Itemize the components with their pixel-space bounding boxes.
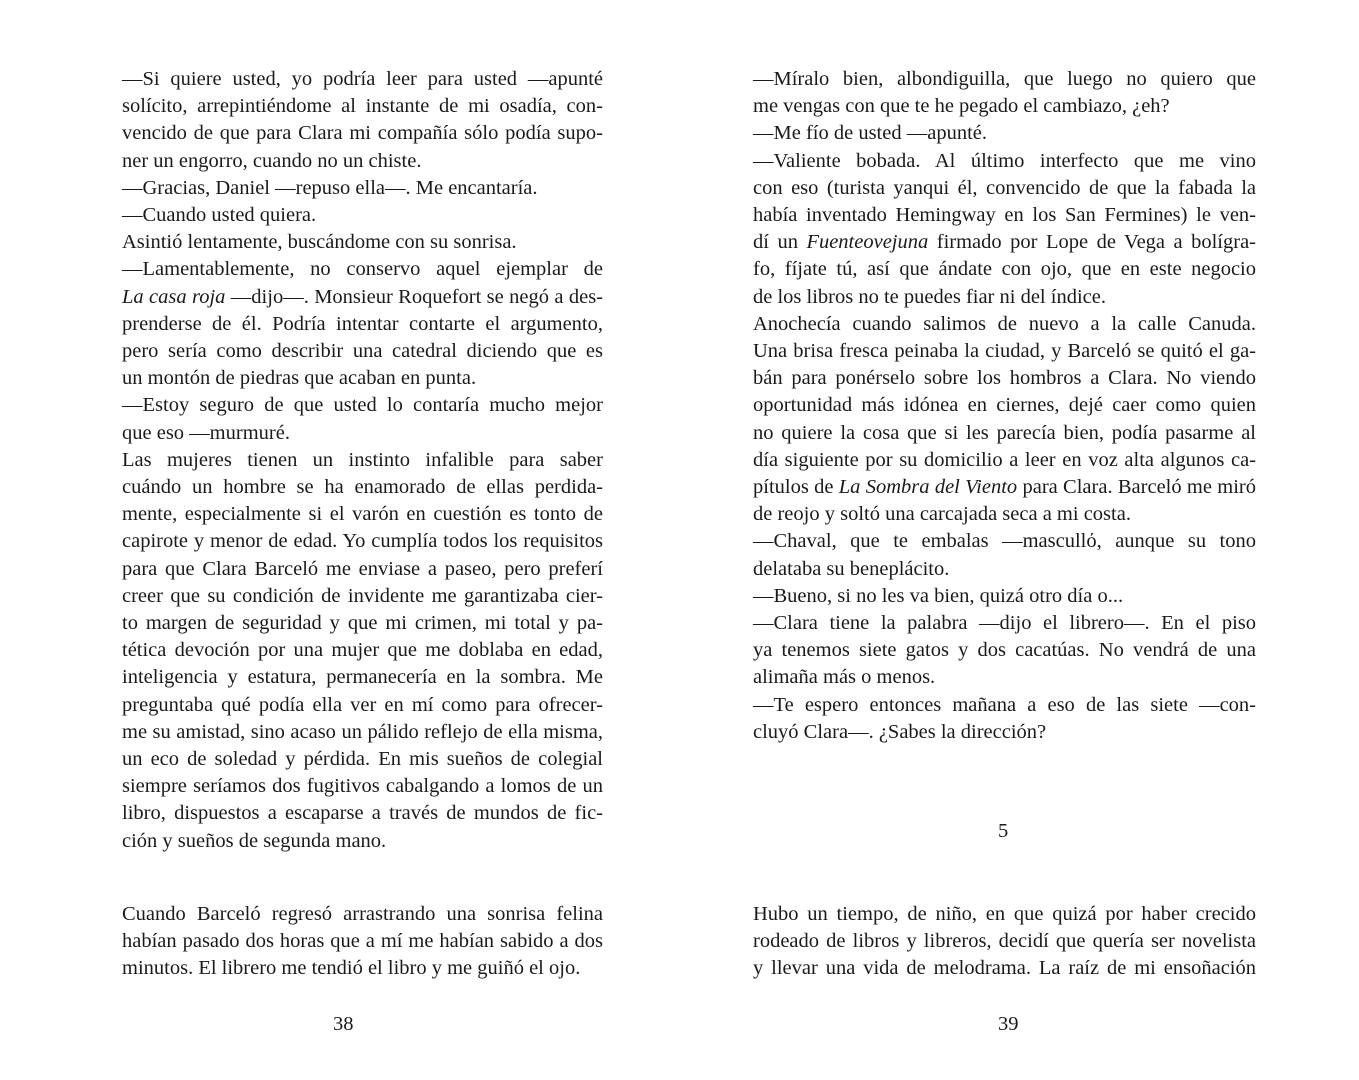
text-line: y llevar una vida de melodrama. La raíz de mi ensoñación bbox=[753, 957, 1256, 980]
text-line: Anochecía cuando salimos de nuevo a la calle Canuda. bbox=[753, 312, 1256, 335]
text-line: fo, fíjate tú, así que ándate con ojo, que en este negocio bbox=[753, 258, 1256, 281]
text-line: inteligencia y estatura, permanecería en la sombra. Me bbox=[122, 666, 603, 689]
text-line: Cuando Barceló regresó arrastrando una sonrisa felina bbox=[122, 903, 603, 925]
text-line: minutos. El librero me tendió el libro y me guiñó el ojo. bbox=[122, 957, 581, 980]
text-line: con eso (turista yanqui él, convencido de que la fabada la bbox=[753, 176, 1256, 199]
text-line: —Estoy seguro de que usted lo contaría mucho mejor bbox=[122, 394, 603, 417]
text-line: —Lamentablemente, no conservo aquel ejemplar de bbox=[122, 258, 603, 281]
text-segment: firmado por Lope de Vega a bolígra- bbox=[928, 231, 1256, 254]
right-page bbox=[680, 0, 1359, 1080]
text-line: prenderse de él. Podría intentar contarte el argumento, bbox=[122, 312, 603, 335]
text-line: Asintió lentamente, buscándome con su sonrisa. bbox=[122, 231, 517, 254]
text-line: mente, especialmente si el varón en cuestión es tonto de bbox=[122, 503, 603, 526]
text-line: pero sería como describir una catedral diciendo que es bbox=[122, 340, 603, 363]
text-line: —Míralo bien, albondiguilla, que luego no quiero que bbox=[753, 68, 1256, 90]
text-line: un eco de soledad y pérdida. En mis sueños de colegial bbox=[122, 748, 603, 771]
italic-title: Fuenteovejuna bbox=[806, 231, 929, 254]
text-line: para que Clara Barceló me enviase a paseo, pero preferí bbox=[122, 557, 603, 580]
text-line bbox=[753, 229, 1256, 256]
text-line bbox=[122, 284, 603, 311]
text-line: alimaña más o menos. bbox=[753, 666, 936, 689]
text-line: Una brisa fresca peinaba la ciudad, y Barceló se quitó el ga- bbox=[753, 340, 1256, 363]
text-line: que eso —murmuré. bbox=[122, 421, 290, 444]
text-line: me vengas con que te he pegado el cambiazo, ¿eh? bbox=[753, 95, 1170, 118]
text-line: —Chaval, que te embalas —mascullό, aunque su tono bbox=[753, 530, 1256, 553]
text-line: —Te espero entonces mañana a eso de las siete —con- bbox=[753, 693, 1256, 716]
text-segment: para Clara. Barceló me miró bbox=[1017, 476, 1256, 499]
left-page-main-text bbox=[122, 66, 603, 855]
text-line: había inventado Hemingway en los San Fermines) le ven- bbox=[753, 204, 1256, 227]
page-number-left: 38 bbox=[333, 1013, 354, 1035]
right-page-main-text bbox=[753, 66, 1256, 746]
text-line: libro, dispuestos a escaparse a través de mundos de fic- bbox=[122, 802, 603, 825]
text-line: bán para ponérselo sobre los hombros a Clara. No viendo bbox=[753, 367, 1256, 390]
text-line: de los libros no te puedes fiar ni del índice. bbox=[753, 285, 1106, 308]
text-segment: pítulos de bbox=[753, 476, 839, 499]
italic-title: La casa roja bbox=[122, 285, 226, 308]
text-line: to margen de seguridad y que mi crimen, mi total y pa- bbox=[122, 612, 603, 635]
text-line: oportunidad más idónea en ciernes, dejé caer como quien bbox=[753, 394, 1256, 417]
text-line: —Clara tiene la palabra —dijo el librero—. En el piso bbox=[753, 612, 1256, 635]
text-line: —Valiente bobada. Al último interfecto que me vino bbox=[753, 149, 1256, 172]
text-line: —Gracias, Daniel —repuso ella—. Me encantaría. bbox=[122, 176, 538, 199]
text-line: Las mujeres tienen un instinto infalible para saber bbox=[122, 448, 603, 471]
text-line: un montón de piedras que acaban en punta. bbox=[122, 367, 477, 390]
text-line: —Me fío de usted —apunté. bbox=[753, 122, 987, 145]
text-segment: —dijo—. Monsieur Roquefort se negó a des- bbox=[225, 285, 603, 308]
page-number-right: 39 bbox=[998, 1013, 1019, 1035]
text-line: vencido de que para Clara mi compañía sólo podía supo- bbox=[122, 122, 603, 145]
text-line: solícito, arrepintiéndome al instante de mi osadía, con- bbox=[122, 95, 603, 118]
text-line: Hubo un tiempo, de niño, en que quizá por haber crecido bbox=[753, 903, 1256, 925]
text-line: me su amistad, sino acaso un pálido reflejo de ella misma, bbox=[122, 720, 603, 743]
text-line: ya tenemos siete gatos y dos cacatúas. No vendrá de una bbox=[753, 639, 1256, 662]
left-page-section-text bbox=[122, 901, 603, 983]
text-line: habían pasado dos horas que a mí me habían sabido a dos bbox=[122, 930, 603, 953]
text-line: ner un engorro, cuando no un chiste. bbox=[122, 149, 422, 172]
text-line: cluyó Clara—. ¿Sabes la dirección? bbox=[753, 720, 1047, 743]
text-line: de reojo y soltó una carcajada seca a mi costa. bbox=[753, 503, 1131, 526]
text-line: capirote y menor de edad. Yo cumplía todos los requisitos bbox=[122, 530, 603, 553]
italic-title: La Sombra del Viento bbox=[838, 476, 1018, 499]
text-line: día siguiente por su domicilio a leer en voz alta algunos ca- bbox=[753, 448, 1256, 471]
text-line: siempre seríamos dos fugitivos cabalgando a lomos de un bbox=[122, 775, 603, 798]
text-line: preguntaba qué podía ella ver en mí como para ofrecer- bbox=[122, 693, 603, 716]
text-line: delataba su beneplácito. bbox=[753, 557, 950, 580]
text-line: cuándo un hombre se ha enamorado de ellas perdida- bbox=[122, 476, 603, 499]
text-line: —Si quiere usted, yo podría leer para usted —apunté bbox=[122, 68, 603, 90]
text-line bbox=[753, 474, 1256, 501]
text-line: creer que su condición de invidente me garantizaba cier- bbox=[122, 584, 603, 607]
text-line: —Cuando usted quiera. bbox=[122, 204, 317, 227]
text-line: rodeado de libros y libreros, decidí que quería ser novelista bbox=[753, 930, 1256, 953]
chapter-number: 5 bbox=[998, 820, 1009, 842]
right-page-chapter-text bbox=[753, 901, 1256, 983]
text-line: tética devoción por una mujer que me doblaba en edad, bbox=[122, 639, 603, 662]
text-line: —Bueno, si no les va bien, quizá otro día o... bbox=[753, 584, 1124, 607]
text-line: ción y sueños de segunda mano. bbox=[122, 829, 387, 852]
text-segment: dí un bbox=[753, 231, 807, 254]
text-line: no quiere la cosa que si les parecía bien, podía pasarme al bbox=[753, 421, 1256, 444]
